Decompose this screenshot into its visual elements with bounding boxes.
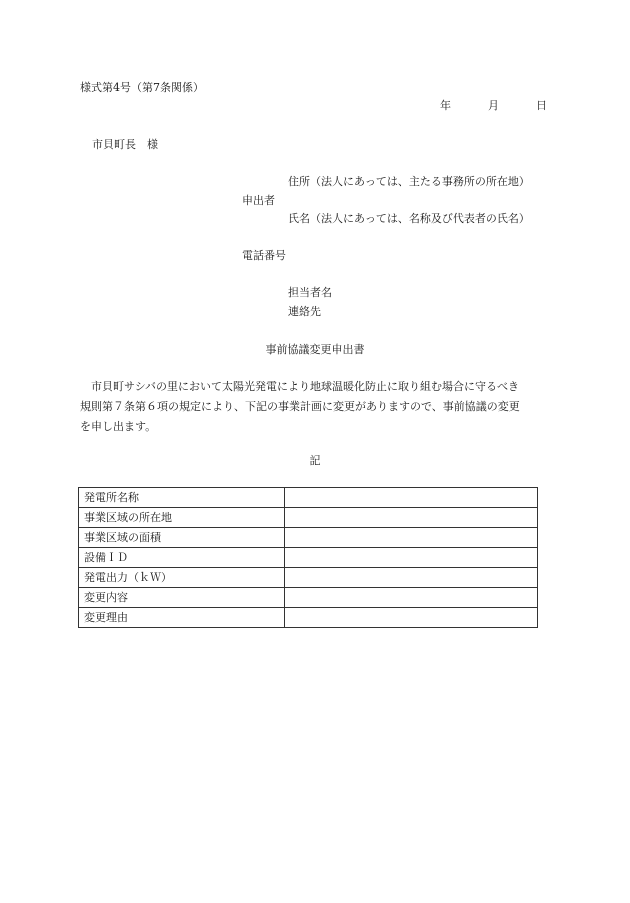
date-year-label: 年 [440,99,451,112]
row-value-cell[interactable] [285,568,538,588]
date-day-label: 日 [536,99,547,112]
person-in-charge-label: 担当者名 [288,286,332,299]
phone-label: 電話番号 [242,249,286,262]
row-label: 事業区域の所在地 [79,508,285,528]
row-label: 変更理由 [79,608,285,628]
addressee: 市貝町長 様 [92,138,158,151]
applicant-label: 申出者 [242,194,275,207]
table-row [79,548,538,568]
body-line: 市貝町サシバの里において太陽光発電により地球温暖化防止に取り組む場合に守るべき [80,380,520,393]
date-month-label: 月 [488,99,499,112]
row-value-cell[interactable] [285,588,538,608]
row-value-cell[interactable] [285,488,538,508]
form-number: 様式第4号（第7条関係） [80,81,204,94]
detail-table [78,487,538,628]
table-row [79,508,538,528]
row-value-cell[interactable] [285,528,538,548]
name-label: 氏名（法人にあっては、名称及び代表者の氏名） [288,212,530,225]
table-row [79,608,538,628]
table-row [79,568,538,588]
row-label: 発電出力（ｋＷ） [79,568,285,588]
table-row [79,488,538,508]
body-line: を申し出ます。 [80,420,157,433]
body-line: 規則第７条第６項の規定により、下記の事業計画に変更がありますので、事前協議の変更 [80,400,520,413]
body-paragraph [80,377,550,437]
address-label: 住所（法人にあっては、主たる事務所の所在地） [288,175,530,188]
table-row [79,588,538,608]
row-label: 事業区域の面積 [79,528,285,548]
row-value-cell[interactable] [285,508,538,528]
row-label: 発電所名称 [79,488,285,508]
row-label: 設備ＩＤ [79,548,285,568]
contact-label: 連絡先 [288,305,321,318]
ki-label: 記 [309,454,321,467]
row-value-cell[interactable] [285,548,538,568]
row-value-cell[interactable] [285,608,538,628]
row-label: 変更内容 [79,588,285,608]
table-row [79,528,538,548]
document-title: 事前協議変更申出書 [265,343,365,356]
